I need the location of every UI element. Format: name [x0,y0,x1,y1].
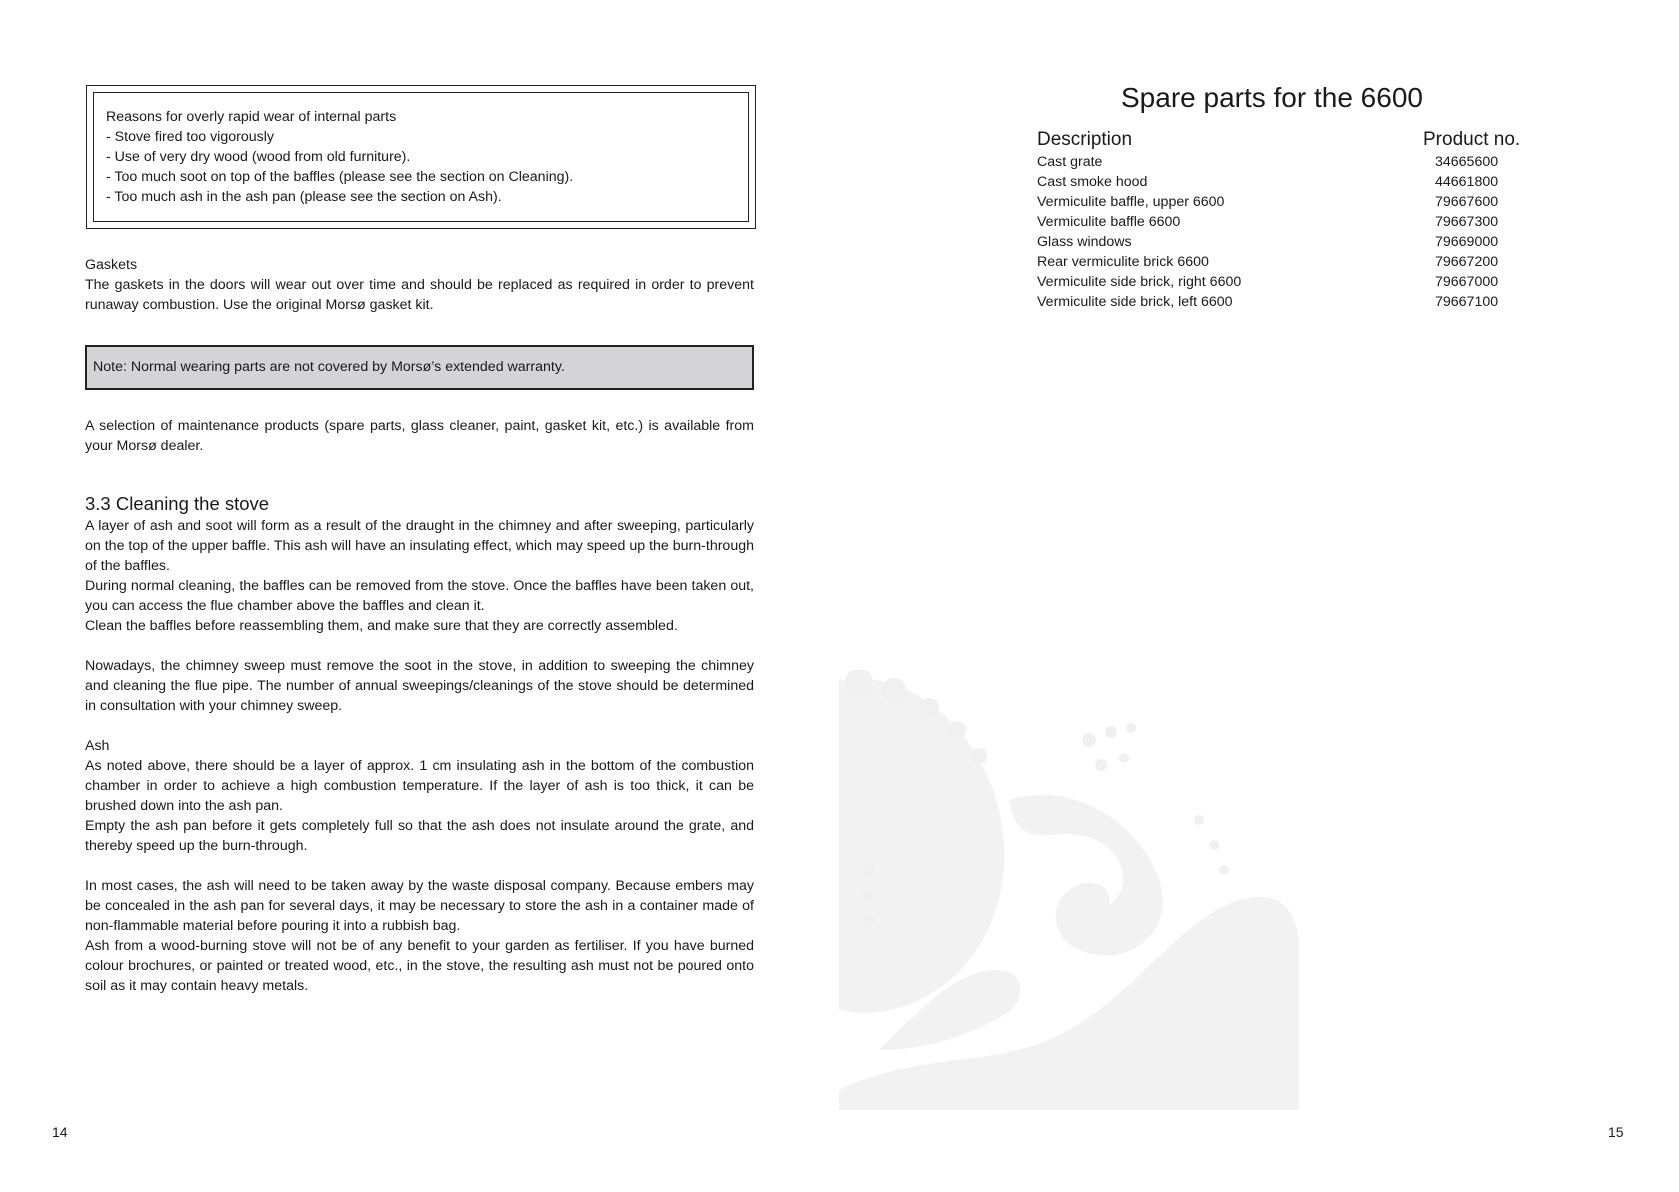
right-page [839,0,1679,1192]
box-line: Reasons for overly rapid wear of internal parts [106,109,397,125]
table-row [1037,192,1507,212]
cleaning-paragraph: Nowadays, the chimney sweep must remove the soot in the stove, in addition to sweeping the chimney and cleaning the flue pipe. The number of annual sweepings/cleanings of the stove should be determined in consultation with your chimney sweep. [85,658,754,714]
part-description: Rear vermiculite brick 6600 [1037,254,1209,270]
box-line: - Too much soot on top of the baffles (please see the section on Cleaning). [106,169,574,185]
wear-reasons-box [86,85,756,229]
left-page [0,0,839,1192]
table-row [1037,252,1507,272]
part-description: Vermiculite side brick, right 6600 [1037,274,1242,290]
table-row [1037,232,1507,252]
part-number: 79667200 [1435,254,1499,270]
part-number: 34665600 [1435,154,1499,170]
maintenance-text: A selection of maintenance products (spare parts, glass cleaner, paint, gasket kit, etc.) is available from your Morsø dealer. [85,418,754,454]
box-line: - Use of very dry wood (wood from old furniture). [106,149,411,165]
page-number-left: 14 [52,1124,68,1140]
cleaning-heading: 3.3 Cleaning the stove [85,493,270,514]
table-row [1037,212,1507,232]
part-number: 79669000 [1435,234,1499,250]
gaskets-section [85,255,754,315]
table-row [1037,152,1507,172]
table-row [1037,172,1507,192]
part-number: 79667300 [1435,214,1499,230]
box-line: - Too much ash in the ash pan (please see the section on Ash). [106,189,502,205]
gaskets-title: Gaskets [85,257,138,273]
gaskets-text: The gaskets in the doors will wear out over time and should be replaced as required in order to prevent runaway combustion. Use the original Morsø gasket kit. [85,277,754,313]
spare-parts-table [1037,152,1507,312]
page-number-right: 15 [1608,1124,1624,1140]
cleaning-paragraph: Clean the baffles before reassembling them, and make sure that they are correctly assembled. [85,618,678,634]
part-number: 79667600 [1435,194,1499,210]
cleaning-paragraph: During normal cleaning, the baffles can be removed from the stove. Once the baffles have been taken out, you can access the flue chamber above the baffles and clean it. [85,578,754,614]
ash-paragraph: Empty the ash pan before it gets completely full so that the ash does not insulate around the grate, and thereby speed up the burn-through. [85,818,754,854]
part-description: Vermiculite side brick, left 6600 [1037,294,1233,310]
ash-paragraph: Ash from a wood-burning stove will not be of any benefit to your garden as fertiliser. If you have burned colour brochures, or painted or treated wood, etc., in the stove, the resulting ash must not be poured onto soil as it may contain heavy metals. [85,938,754,994]
part-description: Vermiculite baffle 6600 [1037,214,1181,230]
ash-paragraph: As noted above, there should be a layer of approx. 1 cm insulating ash in the bottom of the combustion chamber in order to achieve a high combustion temperature. If the layer of ash is too thick, it can be brushed down into the ash pan. [85,758,754,814]
ash-paragraph: In most cases, the ash will need to be taken away by the waste disposal company. Because embers may be concealed in the ash pan for several days, it may be necessary to store the ash in a container made of non-flammable material before pouring it into a rubbish bag. [85,878,754,934]
part-number: 79667000 [1435,274,1499,290]
warranty-note: Note: Normal wearing parts are not covered by Morsø’s extended warranty. [85,345,754,390]
ash-title: Ash [85,738,110,754]
column-header-description: Description [1037,129,1133,150]
spare-parts-title: Spare parts for the 6600 [1121,82,1423,113]
table-row [1037,272,1507,292]
part-number: 44661800 [1435,174,1499,190]
decorative-flourish-watermark [839,670,1299,1110]
part-description: Cast smoke hood [1037,174,1148,190]
cleaning-section [85,516,754,996]
part-number: 79667100 [1435,294,1499,310]
box-line: - Stove fired too vigorously [106,129,274,145]
column-header-product-no: Product no. [1423,129,1521,150]
part-description: Glass windows [1037,234,1132,250]
part-description: Vermiculite baffle, upper 6600 [1037,194,1225,210]
cleaning-paragraph: A layer of ash and soot will form as a result of the draught in the chimney and after sweeping, particularly on the top of the upper baffle. This ash will have an insulating effect, which may speed up the burn-through of the baffles. [85,518,754,574]
part-description: Cast grate [1037,154,1103,170]
table-row [1037,292,1507,312]
